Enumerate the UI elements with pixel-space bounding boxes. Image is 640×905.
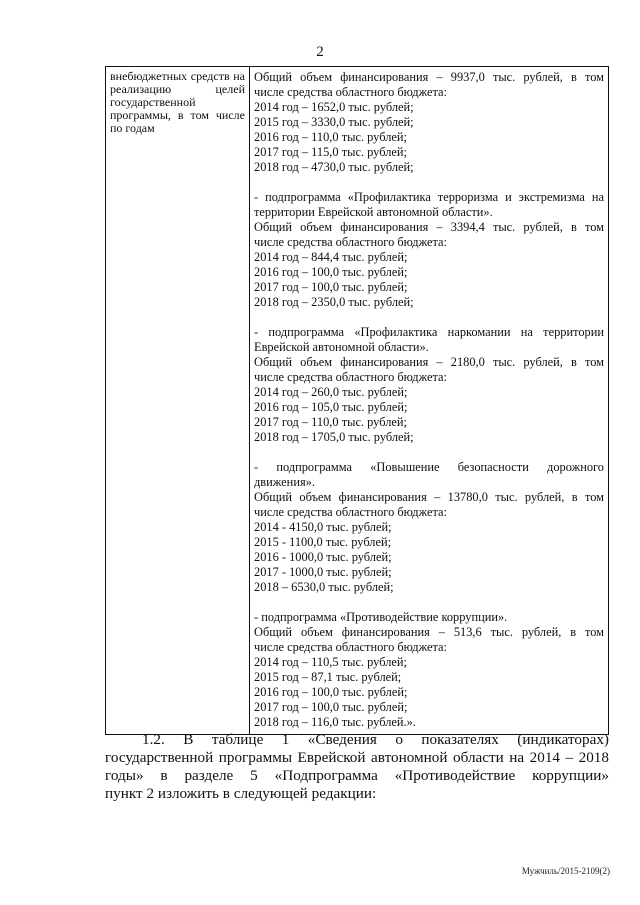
- total-financing-block: [254, 70, 604, 175]
- subprogram-amount-cont: числе средства областного бюджета:: [254, 235, 447, 249]
- year-line: 2016 - 1000,0 тыс. рублей;: [254, 550, 392, 564]
- amendment-line: 1.2. В таблице 1 «Сведения о показателях (индикаторах): [142, 731, 609, 748]
- year-line: 2014 год – 1652,0 тыс. рублей;: [254, 100, 414, 114]
- subprogram-amount-cont: числе средства областного бюджета:: [254, 505, 447, 519]
- subprogram-title: - подпрограмма «Противодействие коррупции».: [254, 610, 508, 624]
- year-line: 2014 год – 260,0 тыс. рублей;: [254, 385, 408, 399]
- amendment-line: пункт 2 изложить в следующей редакции:: [105, 785, 377, 802]
- year-line: 2017 год – 115,0 тыс. рублей;: [254, 145, 407, 159]
- spacer: [254, 595, 604, 610]
- total-amount-line-cont: числе средства областного бюджета:: [254, 85, 447, 99]
- subprogram-amount-cont: числе средства областного бюджета:: [254, 640, 447, 654]
- year-line: 2018 год – 1705,0 тыс. рублей;: [254, 430, 414, 444]
- year-line: 2018 год – 2350,0 тыс. рублей;: [254, 295, 414, 309]
- financing-table: [105, 66, 609, 735]
- subprogram-amount: Общий объем финансирования – 2180,0 тыс. рублей, в том: [254, 355, 604, 369]
- table-left-cell: [106, 67, 250, 735]
- year-line: 2017 год – 110,0 тыс. рублей;: [254, 415, 407, 429]
- subprogram-title-cont: территории Еврейской автономной области».: [254, 205, 493, 219]
- year-line: 2016 год – 100,0 тыс. рублей;: [254, 265, 408, 279]
- year-line: 2018 год – 4730,0 тыс. рублей;: [254, 160, 414, 174]
- subprogram-title-cont: Еврейской автономной области».: [254, 340, 429, 354]
- subprogram-corruption-block: [254, 610, 604, 730]
- subprogram-drugs-block: [254, 325, 604, 445]
- subprogram-title: - подпрограмма «Профилактика наркомании на территории: [254, 325, 604, 339]
- document-code: Мужчиль/2015-2109(2): [521, 866, 610, 876]
- subprogram-title: - подпрограмма «Повышение безопасности дорожного: [254, 460, 604, 474]
- year-line: 2016 год – 100,0 тыс. рублей;: [254, 685, 408, 699]
- subprogram-title: - подпрограмма «Профилактика терроризма и экстремизма на: [254, 190, 604, 204]
- subprogram-amount: Общий объем финансирования – 3394,4 тыс. рублей, в том: [254, 220, 604, 234]
- amendment-paragraph: [105, 731, 609, 803]
- year-line: 2018 год – 116,0 тыс. рублей.».: [254, 715, 416, 729]
- year-line: 2018 – 6530,0 тыс. рублей;: [254, 580, 394, 594]
- total-amount-line: Общий объем финансирования – 9937,0 тыс. рублей, в том: [254, 70, 604, 84]
- year-line: 2017 - 1000,0 тыс. рублей;: [254, 565, 392, 579]
- spacer: [254, 445, 604, 460]
- subprogram-amount-cont: числе средства областного бюджета:: [254, 370, 447, 384]
- year-line: 2017 год – 100,0 тыс. рублей;: [254, 700, 408, 714]
- year-line: 2014 - 4150,0 тыс. рублей;: [254, 520, 392, 534]
- subprogram-title-cont: движения».: [254, 475, 315, 489]
- subprogram-amount: Общий объем финансирования – 513,6 тыс. рублей, в том: [254, 625, 604, 639]
- subprogram-amount: Общий объем финансирования – 13780,0 тыс. рублей, в том: [254, 490, 604, 504]
- subprogram-terrorism-block: [254, 190, 604, 310]
- year-line: 2015 год – 3330,0 тыс. рублей;: [254, 115, 414, 129]
- table-right-cell: [250, 67, 609, 735]
- table-row: [106, 67, 609, 735]
- year-line: 2016 год – 110,0 тыс. рублей;: [254, 130, 407, 144]
- subprogram-road-safety-block: [254, 460, 604, 595]
- year-line: 2015 - 1100,0 тыс. рублей;: [254, 535, 392, 549]
- year-line: 2015 год – 87,1 тыс. рублей;: [254, 670, 402, 684]
- left-column-label: внебюджетных средств на реализацию целей государственной программы, в том числе по годам: [110, 69, 245, 135]
- year-line: 2017 год – 100,0 тыс. рублей;: [254, 280, 408, 294]
- page-number: 2: [316, 44, 324, 60]
- amendment-line: годы» в разделе 5 «Подпрограмма «Противодействие коррупции»: [105, 767, 609, 784]
- year-line: 2016 год – 105,0 тыс. рублей;: [254, 400, 408, 414]
- year-line: 2014 год – 110,5 тыс. рублей;: [254, 655, 407, 669]
- spacer: [254, 175, 604, 190]
- year-line: 2014 год – 844,4 тыс. рублей;: [254, 250, 408, 264]
- spacer: [254, 310, 604, 325]
- amendment-line: государственной программы Еврейской автономной области на 2014 – 2018: [105, 749, 609, 766]
